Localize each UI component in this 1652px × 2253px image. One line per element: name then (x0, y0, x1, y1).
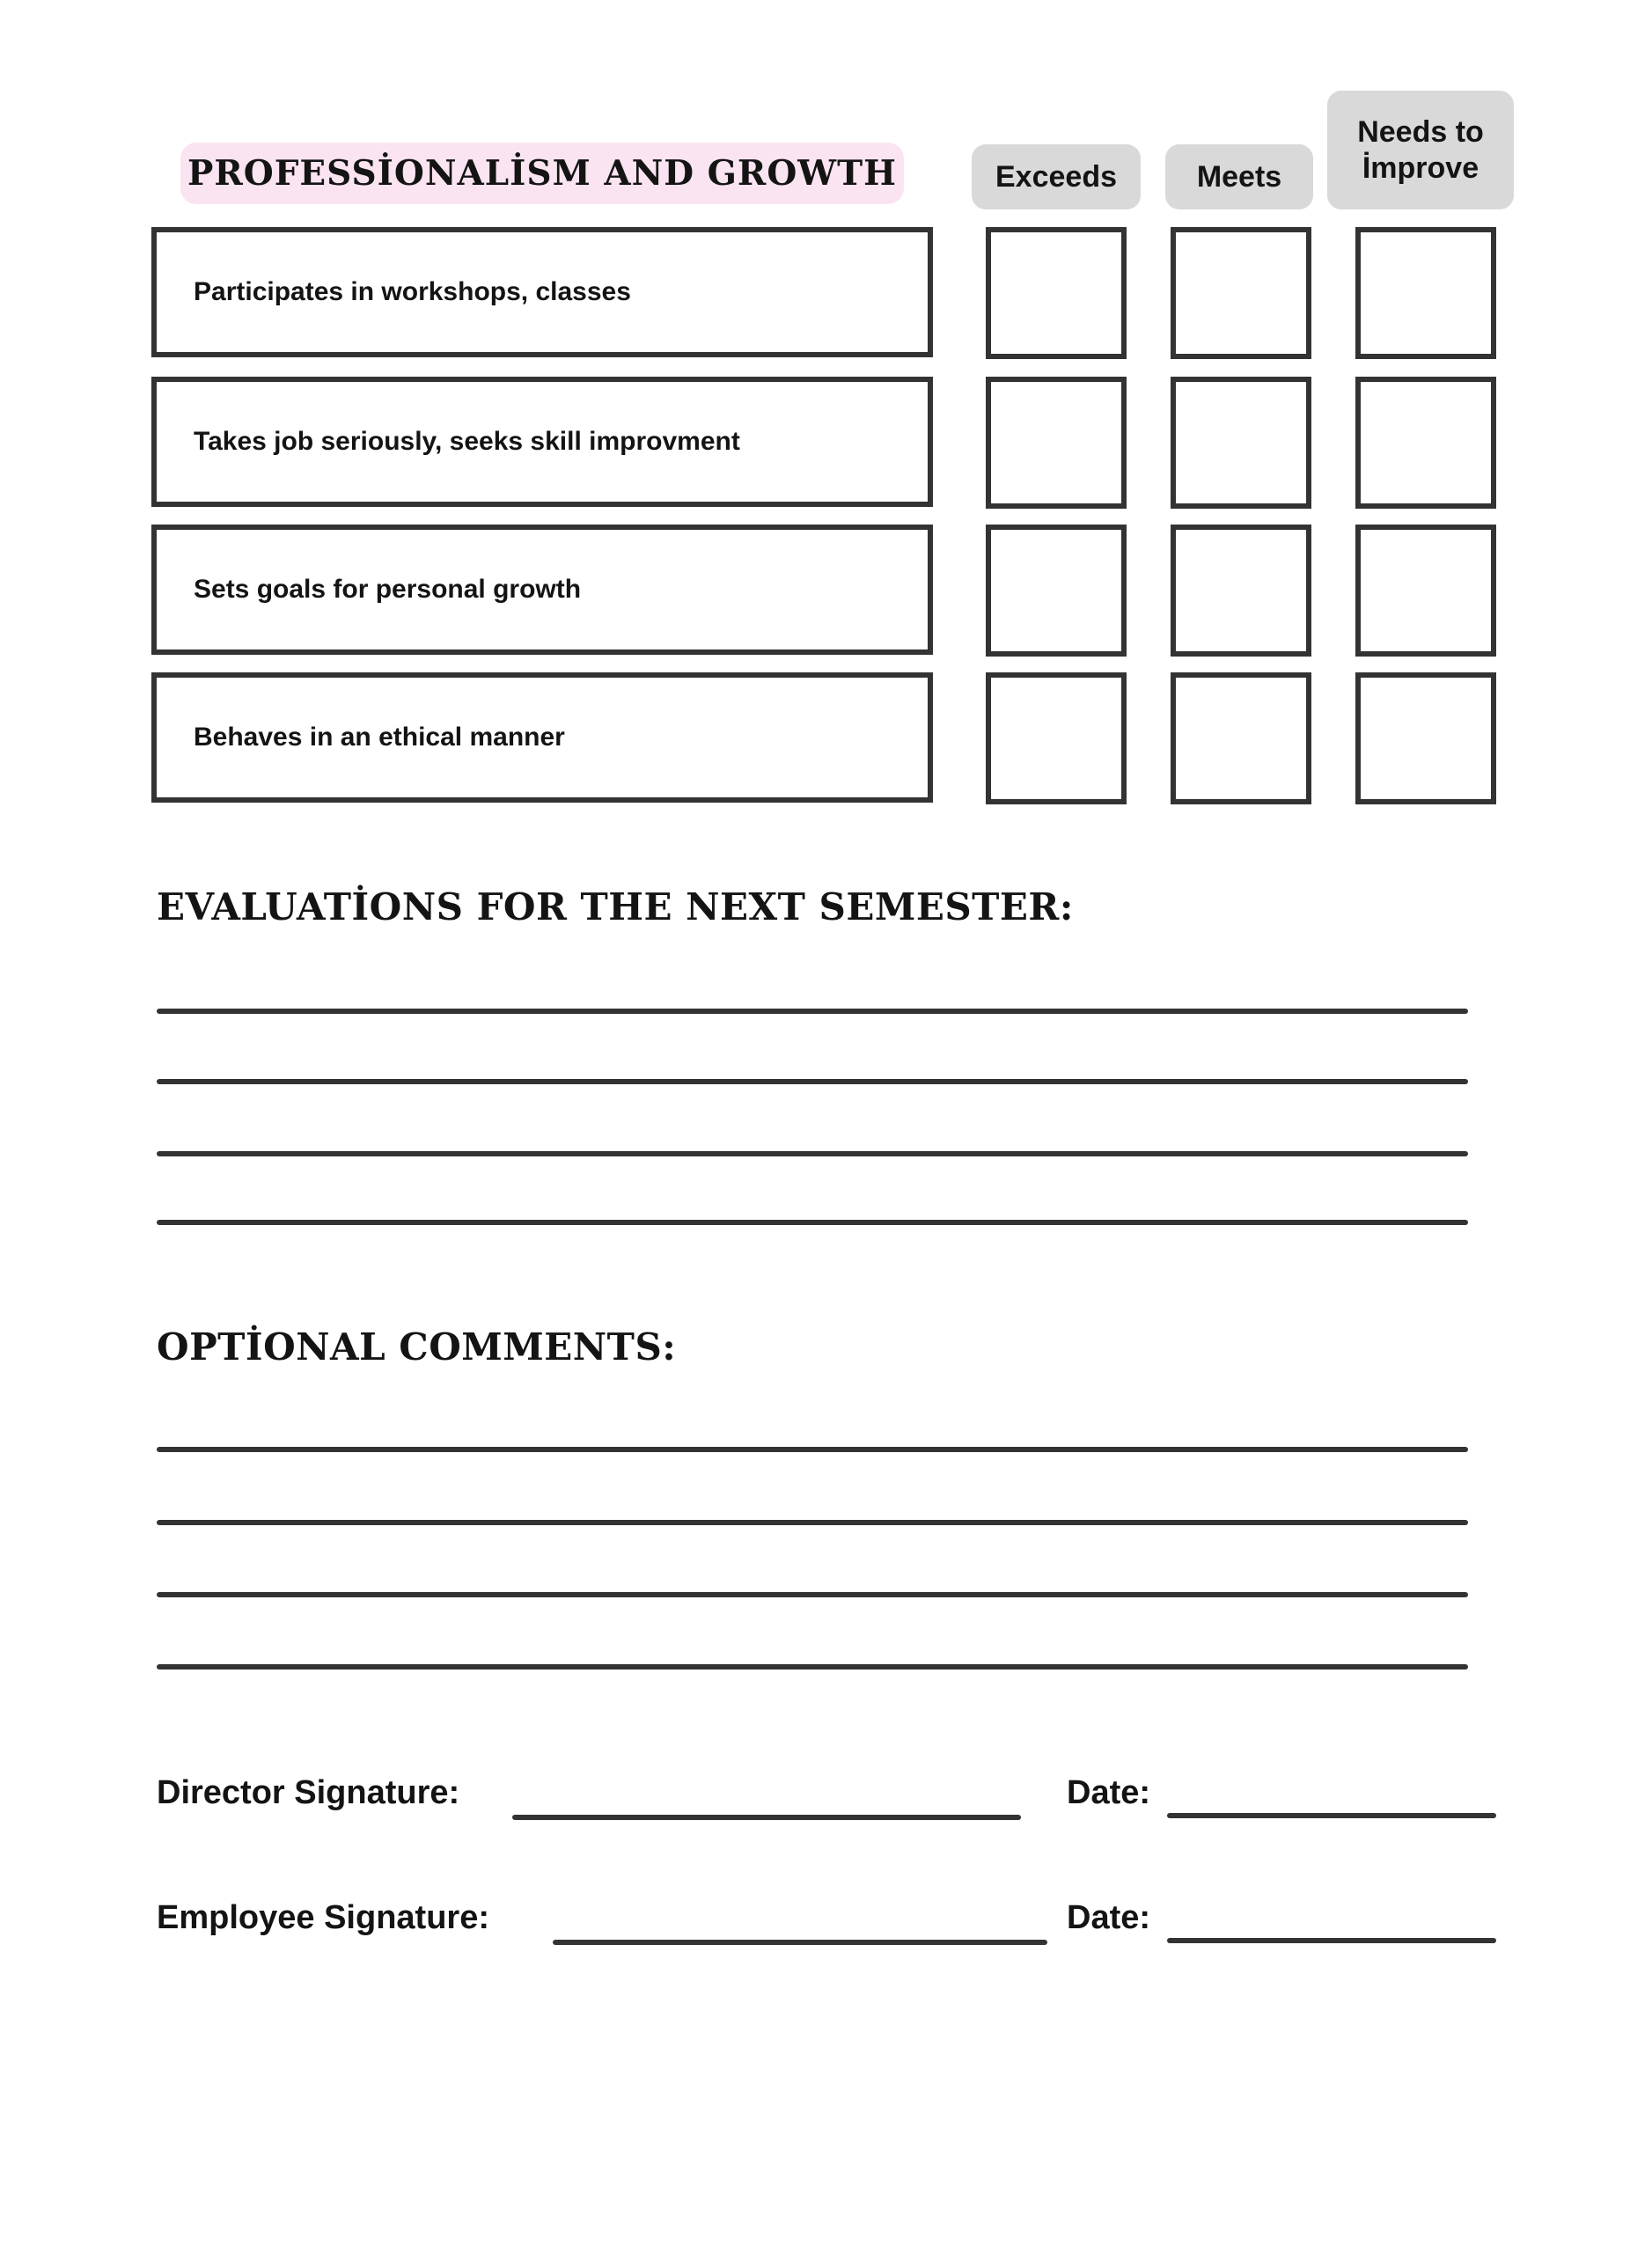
evaluations-writing-line-4[interactable] (157, 1220, 1468, 1225)
checkbox-row4-needs-to-improve[interactable] (1355, 672, 1496, 804)
checkbox-row4-exceeds[interactable] (986, 672, 1127, 804)
criteria-box-row-3 (151, 525, 933, 655)
checkbox-row3-meets[interactable] (1171, 525, 1311, 657)
criteria-box-row-1 (151, 227, 933, 357)
comments-writing-line-2[interactable] (157, 1520, 1468, 1525)
criteria-box-row-4 (151, 672, 933, 803)
director-date-label: Date: (1067, 1774, 1151, 1811)
evaluations-writing-line-2[interactable] (157, 1079, 1468, 1084)
director-signature-label: Director Signature: (157, 1774, 460, 1811)
checkbox-row3-exceeds[interactable] (986, 525, 1127, 657)
employee-date-line[interactable] (1167, 1938, 1496, 1943)
checkbox-row3-needs-to-improve[interactable] (1355, 525, 1496, 657)
criteria-label: Behaves in an ethical manner (194, 723, 565, 752)
checkbox-row2-needs-to-improve[interactable] (1355, 377, 1496, 509)
evaluations-writing-line-1[interactable] (157, 1009, 1468, 1014)
criteria-label: Participates in workshops, classes (194, 277, 631, 306)
section-title-highlight (180, 143, 904, 204)
criteria-label: Sets goals for personal growth (194, 575, 582, 604)
checkbox-row2-exceeds[interactable] (986, 377, 1127, 509)
evaluations-heading: EVALUATİONS FOR THE NEXT SEMESTER: (157, 885, 1074, 928)
column-header-needs-to-improve: Needs to İmprove (1327, 91, 1514, 209)
criteria-label: Takes job seriously, seeks skill improvment (194, 427, 740, 456)
criteria-box-row-2 (151, 377, 933, 507)
column-header-meets: Meets (1165, 144, 1313, 209)
comments-writing-line-4[interactable] (157, 1664, 1468, 1670)
column-header-exceeds: Exceeds (972, 144, 1141, 209)
checkbox-row1-exceeds[interactable] (986, 227, 1127, 359)
employee-signature-line[interactable] (553, 1940, 1047, 1945)
comments-writing-line-3[interactable] (157, 1592, 1468, 1597)
comments-writing-line-1[interactable] (157, 1447, 1468, 1452)
director-signature-line[interactable] (512, 1815, 1021, 1820)
checkbox-row1-meets[interactable] (1171, 227, 1311, 359)
evaluations-writing-line-3[interactable] (157, 1151, 1468, 1156)
employee-signature-label: Employee Signature: (157, 1899, 489, 1936)
checkbox-row2-meets[interactable] (1171, 377, 1311, 509)
employee-date-label: Date: (1067, 1899, 1151, 1936)
section-title: PROFESSİONALİSM AND GROWTH (187, 153, 897, 194)
checkbox-row1-needs-to-improve[interactable] (1355, 227, 1496, 359)
checkbox-row4-meets[interactable] (1171, 672, 1311, 804)
director-date-line[interactable] (1167, 1813, 1496, 1818)
comments-heading: OPTİONAL COMMENTS: (157, 1325, 677, 1369)
